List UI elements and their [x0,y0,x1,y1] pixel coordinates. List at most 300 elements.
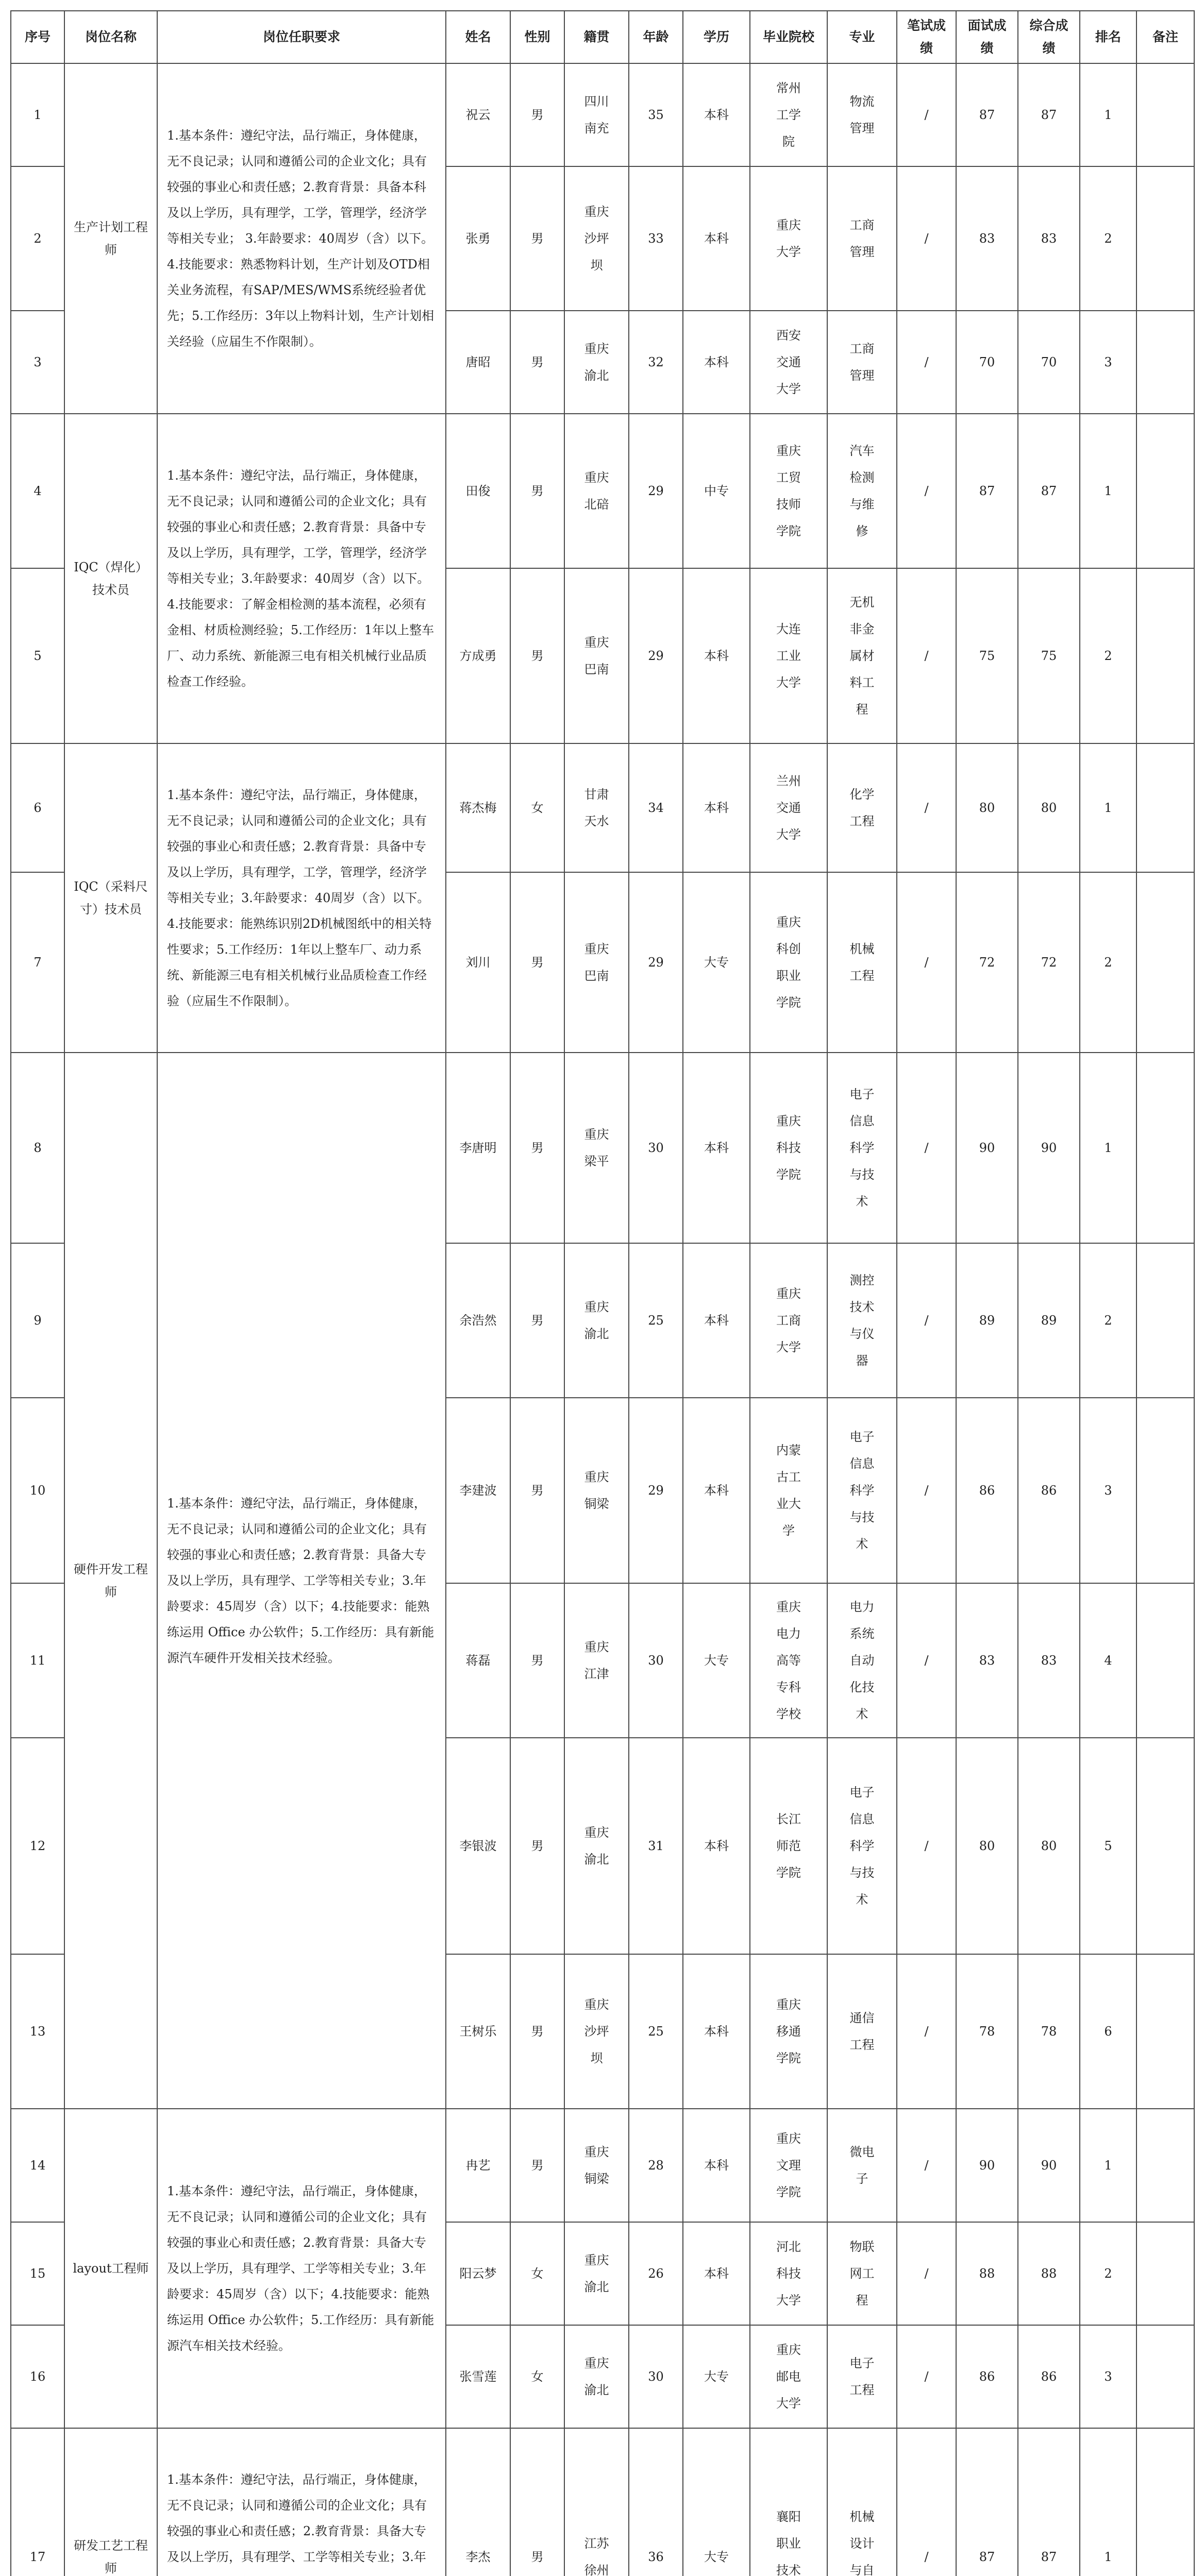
cell-school [750,311,827,414]
cell-note [1136,2428,1194,2576]
cell-major [827,311,897,414]
cell-gender: 女 [510,743,564,872]
cell-seq: 14 [11,2109,64,2222]
cell-requirement: 1.基本条件：遵纪守法，品行端正，身体健康，无不良记录；认同和遵循公司的企业文化；具有较强的事业心和责任感；2.教育背景：具备大专及以上学历，具有理学、工学等相关专业；3.年龄要求：45周岁（含）以下；4.技能要求：能熟练运用 Office 办公软件；5.工作经历：具有新能源汽车相关技术经验。 [157,2109,446,2428]
cell-name: 李建波 [446,1398,510,1583]
cell-requirement: 1.基本条件：遵纪守法，品行端正，身体健康，无不良记录；认同和遵循公司的企业文化；具有较强的事业心和责任感；2.教育背景：具备中专及以上学历，具有理学，工学，管理学，经济学等相关专业；3.年龄要求：40周岁（含）以下。4.技能要求：了解金相检测的基本流程，必须有金相、材质检测经验；5.工作经历：1年以上整车厂、动力系统、新能源三电有相关机械行业品质检查工作经验。 [157,414,446,743]
cell-major-text: 电力系统自动化技术 [849,1600,875,1721]
cell-rank: 3 [1080,2325,1136,2428]
cell-gender: 男 [510,166,564,311]
cell-seq: 7 [11,872,64,1053]
header-row [11,11,1194,63]
cell-major [827,2222,897,2325]
cell-major [827,1954,897,2109]
cell-age: 36 [629,2428,683,2576]
cell-major [827,568,897,743]
cell-age: 33 [629,166,683,311]
cell-note [1136,2109,1194,2222]
cell-major [827,2325,897,2428]
cell-written-score: / [897,1583,956,1738]
cell-education [683,2109,750,2222]
cell-major-text: 物流管理 [849,94,875,135]
cell-major-text: 机械设计与自 [849,2510,875,2576]
cell-written-score: / [897,2428,956,2576]
cell-total-score: 80 [1018,1738,1080,1954]
cell-origin-text: 重庆渝北 [584,1825,609,1867]
cell-written-score: / [897,872,956,1053]
cell-name: 蒋磊 [446,1583,510,1738]
cell-major-text: 工商管理 [849,218,875,259]
cell-major-text: 电子信息科学与技术 [849,1785,875,1907]
cell-note [1136,311,1194,414]
cell-total-score: 87 [1018,63,1080,166]
cell-education-text: 中专 [704,484,729,498]
cell-school-text: 兰州交通大学 [776,774,801,842]
header-interview-score: 面试成绩 [956,11,1018,63]
cell-gender: 男 [510,872,564,1053]
cell-school-text: 重庆移通学院 [776,1997,801,2065]
cell-interview-score: 78 [956,1954,1018,2109]
header-seq: 序号 [11,11,64,63]
cell-gender: 男 [510,1243,564,1398]
cell-interview-score: 86 [956,2325,1018,2428]
cell-school-text: 重庆电力高等专科学校 [776,1600,801,1721]
cell-total-score: 83 [1018,166,1080,311]
cell-education-text: 本科 [704,2266,729,2281]
header-age: 年龄 [629,11,683,63]
cell-education [683,166,750,311]
cell-written-score: / [897,1398,956,1583]
cell-major-text: 机械工程 [849,942,875,983]
cell-rank: 1 [1080,414,1136,568]
cell-origin [564,1053,629,1243]
cell-school-text: 重庆科创职业学院 [776,915,801,1010]
cell-major-text: 无机非金属材料工程 [849,595,875,717]
cell-major-text: 微电子 [849,2145,875,2186]
header-major: 专业 [827,11,897,63]
cell-interview-score: 88 [956,2222,1018,2325]
cell-total-score: 90 [1018,2109,1080,2222]
cell-total-score: 90 [1018,1053,1080,1243]
cell-rank: 2 [1080,1243,1136,1398]
cell-interview-score: 70 [956,311,1018,414]
cell-school-text: 大连工业大学 [776,622,801,690]
cell-school-text: 河北科技大学 [776,2240,801,2308]
cell-age: 30 [629,1053,683,1243]
cell-note [1136,568,1194,743]
cell-gender: 男 [510,1954,564,2109]
cell-written-score: / [897,568,956,743]
cell-major [827,872,897,1053]
cell-note [1136,1738,1194,1954]
cell-name: 刘川 [446,872,510,1053]
cell-interview-score: 90 [956,2109,1018,2222]
cell-requirement: 1.基本条件：遵纪守法，品行端正，身体健康，无不良记录；认同和遵循公司的企业文化；具有较强的事业心和责任感；2.教育背景：具备本科及以上学历，具有理学，工学，管理学，经济学等相关专业； 3.年龄要求：40周岁（含）以下。4.技能要求：熟悉物料计划，生产计划及OTD相关业务流程，有SAP/MES/WMS系统经验者优先；5.工作经历：3年以上物料计划，生产计划相关经验（应届生不作限制）。 [157,63,446,414]
cell-name: 方成勇 [446,568,510,743]
cell-requirement: 1.基本条件：遵纪守法，品行端正，身体健康，无不良记录；认同和遵循公司的企业文化；具有较强的事业心和责任感；2.教育背景：具备大专及以上学历，具有理学、工学等相关专业；3.年 [157,2428,446,2576]
table-row [11,2428,1194,2576]
cell-interview-score: 86 [956,1398,1018,1583]
cell-written-score: / [897,2222,956,2325]
cell-note [1136,414,1194,568]
cell-seq: 4 [11,414,64,568]
cell-gender: 男 [510,1583,564,1738]
cell-origin-text: 重庆渝北 [584,2356,609,2397]
header-education: 学历 [683,11,750,63]
cell-total-score: 72 [1018,872,1080,1053]
cell-education [683,1398,750,1583]
cell-origin [564,2109,629,2222]
cell-rank: 2 [1080,2222,1136,2325]
cell-origin [564,743,629,872]
cell-age: 29 [629,1398,683,1583]
cell-school [750,1398,827,1583]
cell-age: 32 [629,311,683,414]
cell-note [1136,2222,1194,2325]
cell-origin [564,1738,629,1954]
cell-school-text: 重庆大学 [776,218,801,259]
cell-written-score: / [897,1053,956,1243]
cell-written-score: / [897,2109,956,2222]
cell-origin-text: 重庆渝北 [584,2253,609,2294]
cell-age: 25 [629,1243,683,1398]
cell-seq: 1 [11,63,64,166]
header-written-score: 笔试成绩 [897,11,956,63]
cell-major [827,1053,897,1243]
cell-total-score: 87 [1018,414,1080,568]
cell-school [750,1243,827,1398]
cell-origin [564,166,629,311]
cell-school [750,1954,827,2109]
cell-school [750,1738,827,1954]
header-rank: 排名 [1080,11,1136,63]
cell-education [683,568,750,743]
cell-school [750,2428,827,2576]
cell-education-text: 本科 [704,1141,729,1155]
cell-seq: 10 [11,1398,64,1583]
cell-age: 30 [629,1583,683,1738]
cell-education [683,311,750,414]
cell-written-score: / [897,311,956,414]
cell-major [827,1398,897,1583]
results-table [10,10,1195,2576]
cell-education [683,2222,750,2325]
cell-rank: 1 [1080,1053,1136,1243]
table-row [11,414,1194,568]
cell-origin-text: 重庆江津 [584,1640,609,1681]
cell-gender: 男 [510,414,564,568]
cell-seq: 13 [11,1954,64,2109]
cell-education [683,1738,750,1954]
cell-major [827,166,897,311]
cell-written-score: / [897,1738,956,1954]
cell-post: 研发工艺工程师 [64,2428,157,2576]
cell-school [750,1053,827,1243]
cell-education [683,872,750,1053]
cell-seq: 3 [11,311,64,414]
header-total-score: 综合成绩 [1018,11,1080,63]
cell-education [683,743,750,872]
cell-total-score: 89 [1018,1243,1080,1398]
cell-age: 29 [629,872,683,1053]
cell-rank: 1 [1080,2109,1136,2222]
cell-education-text: 大专 [704,955,729,970]
cell-name: 余浩然 [446,1243,510,1398]
cell-education-text: 大专 [704,2550,729,2564]
cell-note [1136,872,1194,1053]
cell-origin [564,1398,629,1583]
cell-origin-text: 重庆铜梁 [584,2145,609,2186]
cell-education [683,1583,750,1738]
cell-name: 唐昭 [446,311,510,414]
cell-total-score: 70 [1018,311,1080,414]
cell-total-score: 78 [1018,1954,1080,2109]
cell-origin [564,414,629,568]
cell-name: 冉艺 [446,2109,510,2222]
cell-total-score: 75 [1018,568,1080,743]
cell-name: 李唐明 [446,1053,510,1243]
cell-origin-text: 重庆沙坪坝 [584,1997,609,2065]
cell-rank: 4 [1080,1583,1136,1738]
cell-major [827,1243,897,1398]
cell-school-text: 常州工学院 [776,81,801,149]
cell-name: 祝云 [446,63,510,166]
cell-origin [564,872,629,1053]
cell-major-text: 测控技术与仪器 [849,1273,875,1368]
cell-origin-text: 甘肃天水 [584,787,609,828]
cell-education-text: 本科 [704,2158,729,2173]
cell-written-score: / [897,63,956,166]
cell-major-text: 电子信息科学与技术 [849,1430,875,1551]
cell-total-score: 86 [1018,2325,1080,2428]
cell-rank: 1 [1080,63,1136,166]
cell-origin [564,1583,629,1738]
cell-gender: 男 [510,1738,564,1954]
cell-total-score: 88 [1018,2222,1080,2325]
cell-origin [564,1243,629,1398]
cell-school-text: 重庆工贸技师学院 [776,444,801,538]
cell-education [683,2325,750,2428]
cell-name: 李银波 [446,1738,510,1954]
cell-origin-text: 重庆巴南 [584,635,609,676]
cell-name: 王树乐 [446,1954,510,2109]
cell-origin-text: 重庆铜梁 [584,1470,609,1511]
cell-origin-text: 重庆梁平 [584,1127,609,1168]
cell-name: 蒋杰梅 [446,743,510,872]
cell-origin-text: 重庆沙坪坝 [584,205,609,273]
cell-total-score: 86 [1018,1398,1080,1583]
cell-gender: 男 [510,2109,564,2222]
cell-major-text: 电子工程 [849,2356,875,2397]
table-row [11,63,1194,166]
cell-school-text: 重庆文理学院 [776,2131,801,2199]
cell-name: 张雪莲 [446,2325,510,2428]
cell-school-text: 重庆邮电大学 [776,2343,801,2411]
cell-major [827,2428,897,2576]
cell-school-text: 长江师范学院 [776,1812,801,1880]
cell-major [827,63,897,166]
cell-education-text: 大专 [704,1653,729,1668]
cell-note [1136,166,1194,311]
cell-note [1136,63,1194,166]
cell-school-text: 西安交通大学 [776,328,801,396]
cell-written-score: / [897,2325,956,2428]
cell-age: 35 [629,63,683,166]
header-school: 毕业院校 [750,11,827,63]
cell-major-text: 物联网工程 [849,2240,875,2308]
cell-major [827,1583,897,1738]
cell-origin [564,568,629,743]
cell-gender: 男 [510,1053,564,1243]
cell-origin [564,2222,629,2325]
cell-post: layout工程师 [64,2109,157,2428]
cell-age: 29 [629,414,683,568]
table-row [11,2109,1194,2222]
cell-education [683,414,750,568]
cell-rank: 2 [1080,872,1136,1053]
cell-major [827,2109,897,2222]
cell-origin-text: 重庆巴南 [584,942,609,983]
cell-education-text: 大专 [704,2369,729,2384]
cell-interview-score: 89 [956,1243,1018,1398]
cell-rank: 3 [1080,1398,1136,1583]
cell-major-text: 化学工程 [849,787,875,828]
cell-interview-score: 87 [956,2428,1018,2576]
cell-requirement: 1.基本条件：遵纪守法，品行端正，身体健康，无不良记录；认同和遵循公司的企业文化；具有较强的事业心和责任感；2.教育背景：具备大专及以上学历，具有理学、工学等相关专业；3.年龄要求：45周岁（含）以下；4.技能要求：能熟练运用 Office 办公软件；5.工作经历：具有新能源汽车硬件开发相关技术经验。 [157,1053,446,2109]
cell-education-text: 本科 [704,1483,729,1498]
cell-education [683,1053,750,1243]
cell-gender: 男 [510,568,564,743]
cell-gender: 男 [510,1398,564,1583]
cell-age: 25 [629,1954,683,2109]
cell-school [750,166,827,311]
cell-school [750,1583,827,1738]
cell-name: 田俊 [446,414,510,568]
cell-major-text: 工商管理 [849,342,875,383]
cell-seq: 5 [11,568,64,743]
cell-rank: 2 [1080,568,1136,743]
cell-education-text: 本科 [704,108,729,122]
cell-requirement: 1.基本条件：遵纪守法，品行端正，身体健康，无不良记录；认同和遵循公司的企业文化；具有较强的事业心和责任感；2.教育背景：具备中专及以上学历，具有理学，工学，管理学，经济学等相关专业；3.年龄要求：40周岁（含）以下。4.技能要求：能熟练识别2D机械图纸中的相关特性要求；5.工作经历：1年以上整车厂、动力系统、新能源三电有相关机械行业品质检查工作经验（应届生不作限制）。 [157,743,446,1053]
cell-origin [564,2325,629,2428]
cell-post: IQC（焊化）技术员 [64,414,157,743]
cell-education-text: 本科 [704,801,729,815]
cell-name: 张勇 [446,166,510,311]
cell-education-text: 本科 [704,1839,729,1853]
cell-age: 29 [629,568,683,743]
cell-major-text: 电子信息科学与技术 [849,1087,875,1209]
cell-education [683,1243,750,1398]
cell-age: 31 [629,1738,683,1954]
cell-interview-score: 83 [956,166,1018,311]
cell-seq: 17 [11,2428,64,2576]
cell-note [1136,1583,1194,1738]
cell-age: 28 [629,2109,683,2222]
cell-written-score: / [897,1954,956,2109]
cell-gender: 女 [510,2325,564,2428]
cell-interview-score: 75 [956,568,1018,743]
header-gender: 性别 [510,11,564,63]
table-body [11,63,1194,2576]
cell-seq: 6 [11,743,64,872]
cell-age: 30 [629,2325,683,2428]
header-name: 姓名 [446,11,510,63]
cell-major [827,414,897,568]
cell-origin-text: 江苏徐州 [584,2536,609,2576]
cell-education [683,1954,750,2109]
cell-note [1136,1053,1194,1243]
cell-school [750,2109,827,2222]
cell-education-text: 本科 [704,1313,729,1328]
cell-name: 阳云梦 [446,2222,510,2325]
cell-major-text: 通信工程 [849,2011,875,2052]
cell-age: 34 [629,743,683,872]
cell-written-score: / [897,1243,956,1398]
cell-seq: 16 [11,2325,64,2428]
cell-note [1136,743,1194,872]
cell-school [750,872,827,1053]
cell-rank: 2 [1080,166,1136,311]
cell-origin [564,63,629,166]
cell-gender: 男 [510,311,564,414]
cell-origin [564,1954,629,2109]
cell-major [827,1738,897,1954]
cell-seq: 8 [11,1053,64,1243]
cell-rank: 3 [1080,311,1136,414]
cell-origin-text: 四川南充 [584,94,609,135]
cell-post: 生产计划工程师 [64,63,157,414]
cell-interview-score: 72 [956,872,1018,1053]
cell-education [683,2428,750,2576]
header-post: 岗位名称 [64,11,157,63]
cell-interview-score: 87 [956,63,1018,166]
cell-interview-score: 83 [956,1583,1018,1738]
cell-origin [564,311,629,414]
cell-gender: 男 [510,63,564,166]
cell-note [1136,1954,1194,2109]
header-note: 备注 [1136,11,1194,63]
cell-note [1136,1398,1194,1583]
cell-written-score: / [897,743,956,872]
header-origin: 籍贯 [564,11,629,63]
cell-interview-score: 90 [956,1053,1018,1243]
cell-rank: 1 [1080,743,1136,872]
cell-school [750,414,827,568]
cell-seq: 15 [11,2222,64,2325]
table-row [11,743,1194,872]
cell-school [750,2222,827,2325]
cell-origin [564,2428,629,2576]
cell-interview-score: 80 [956,743,1018,872]
cell-education [683,63,750,166]
cell-school [750,568,827,743]
cell-education-text: 本科 [704,231,729,246]
cell-school-text: 内蒙古工业大学 [776,1443,801,1538]
cell-total-score: 80 [1018,743,1080,872]
cell-school-text: 重庆科技学院 [776,1114,801,1182]
cell-school-text: 襄阳职业技术 [776,2510,801,2576]
cell-seq: 11 [11,1583,64,1738]
cell-note [1136,2325,1194,2428]
header-requirement: 岗位任职要求 [157,11,446,63]
cell-post: 硬件开发工程师 [64,1053,157,2109]
cell-interview-score: 87 [956,414,1018,568]
cell-gender: 男 [510,2428,564,2576]
cell-rank: 1 [1080,2428,1136,2576]
cell-school [750,743,827,872]
cell-total-score: 87 [1018,2428,1080,2576]
cell-school-text: 重庆工商大学 [776,1286,801,1354]
